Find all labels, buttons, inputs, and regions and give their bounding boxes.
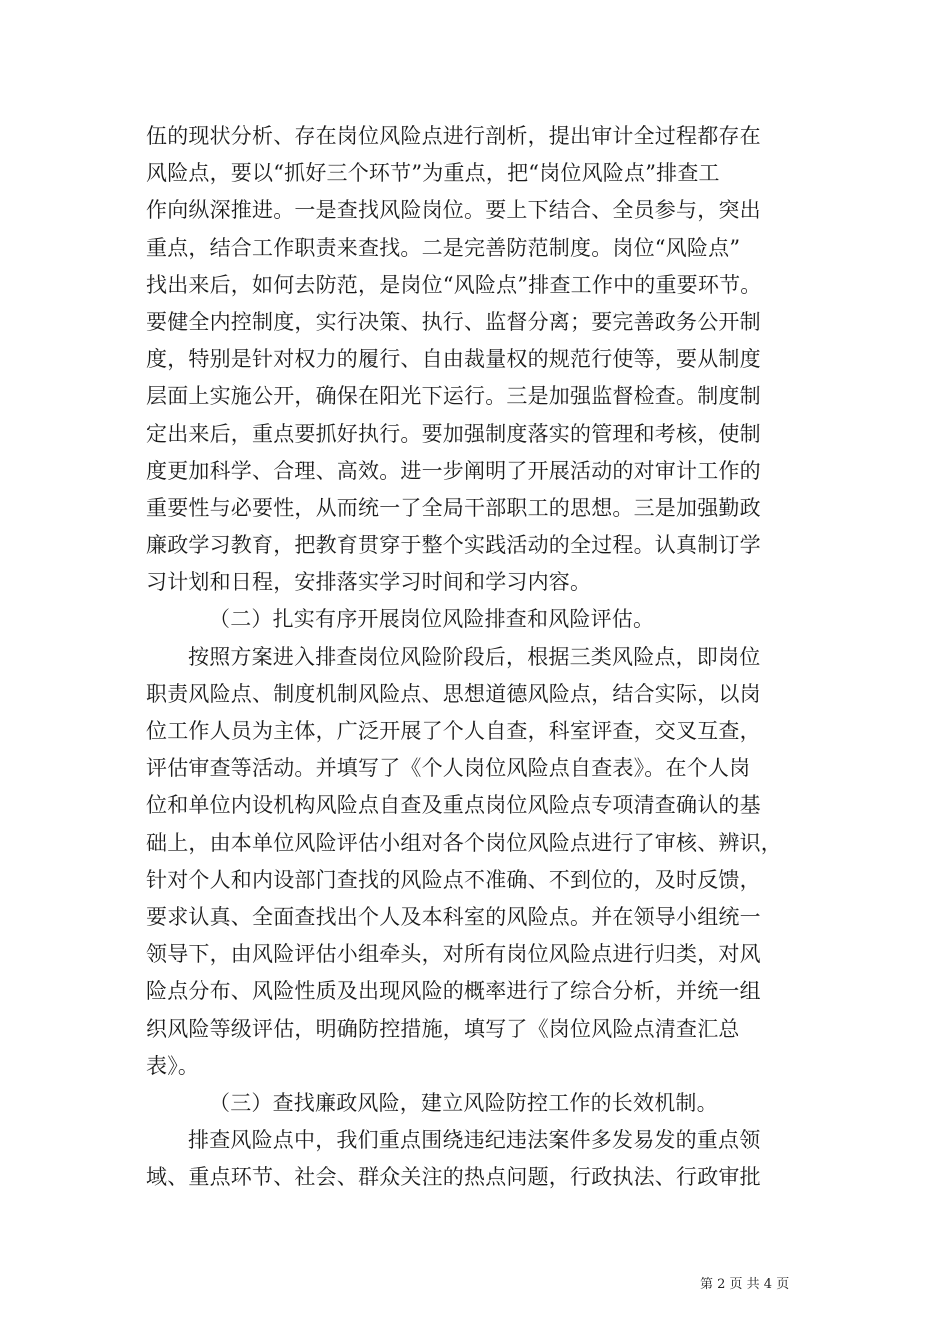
text-line: 重点，结合工作职责来查找。二是完善防范制度。岗位“风险点” <box>146 235 741 260</box>
text-line: 找出来后，如何去防范，是岗位“风险点”排查工作中的重要环节。 <box>146 272 762 297</box>
text-line: 针对个人和内设部门查找的风险点不准确、不到位的，及时反馈， <box>146 867 761 892</box>
text-line: 要求认真、全面查找出个人及本科室的风险点。并在领导小组统一 <box>146 904 761 929</box>
section-heading-3: （三）查找廉政风险，建立风险防控工作的长效机制。 <box>209 1090 718 1115</box>
text-line: 习计划和日程，安排落实学习时间和学习内容。 <box>146 570 592 595</box>
text-line: 度，特别是针对权力的履行、自由裁量权的规范行使等，要从制度 <box>146 347 761 372</box>
text-line: 作向纵深推进。一是查找风险岗位。要上下结合、全员参与，突出 <box>146 198 761 223</box>
text-line: 织风险等级评估，明确防控措施，填写了《岗位风险点清查汇总 <box>146 1016 740 1041</box>
paragraph-start: 排查风险点中，我们重点围绕违纪违法案件多发易发的重点领 <box>188 1128 761 1153</box>
text-line: 伍的现状分析、存在岗位风险点进行剖析，提出审计全过程都存在 <box>146 124 761 148</box>
text-line: 重要性与必要性，从而统一了全局干部职工的思想。三是加强勤政 <box>146 495 761 520</box>
text-line: 域、重点环节、社会、群众关注的热点问题，行政执法、行政审批 <box>146 1165 761 1190</box>
document-body <box>146 118 826 1196</box>
text-line: 风险点，要以“抓好三个环节”为重点，把“岗位风险点”排查工 <box>146 161 720 186</box>
page-number-footer: 第 2 页 共 4 页 <box>700 1277 790 1292</box>
text-line: 位和单位内设机构风险点自查及重点岗位风险点专项清查确认的基 <box>146 793 761 818</box>
text-line: 廉政学习教育，把教育贯穿于整个实践活动的全过程。认真制订学 <box>146 533 761 558</box>
text-line: 要健全内控制度，实行决策、执行、监督分离；要完善政务公开制 <box>146 309 761 334</box>
section-heading-2: （二）扎实有序开展岗位风险排查和风险评估。 <box>209 607 655 632</box>
paragraph-start: 按照方案进入排查岗位风险阶段后，根据三类风险点，即岗位 <box>188 644 761 669</box>
text-line: 度更加科学、合理、高效。进一步阐明了开展活动的对审计工作的 <box>146 458 761 483</box>
text-line: 础上，由本单位风险评估小组对各个岗位风险点进行了审核、辨识， <box>146 830 782 855</box>
text-line: 表》。 <box>146 1053 200 1078</box>
text-line: 领导下，由风险评估小组牵头，对所有岗位风险点进行归类，对风 <box>146 942 761 967</box>
text-line: 层面上实施公开，确保在阳光下运行。三是加强监督检查。制度制 <box>146 384 761 409</box>
text-line: 位工作人员为主体，广泛开展了个人自查，科室评查，交叉互查， <box>146 719 761 743</box>
text-line: 职责风险点、制度机制风险点、思想道德风险点，结合实际，以岗 <box>146 681 761 706</box>
text-line: 评估审查等活动。并填写了《个人岗位风险点自查表》。在个人岗 <box>146 756 751 781</box>
text-line: 定出来后，重点要抓好执行。要加强制度落实的管理和考核，使制 <box>146 421 761 446</box>
text-line: 险点分布、风险性质及出现风险的概率进行了综合分析，并统一组 <box>146 979 761 1004</box>
